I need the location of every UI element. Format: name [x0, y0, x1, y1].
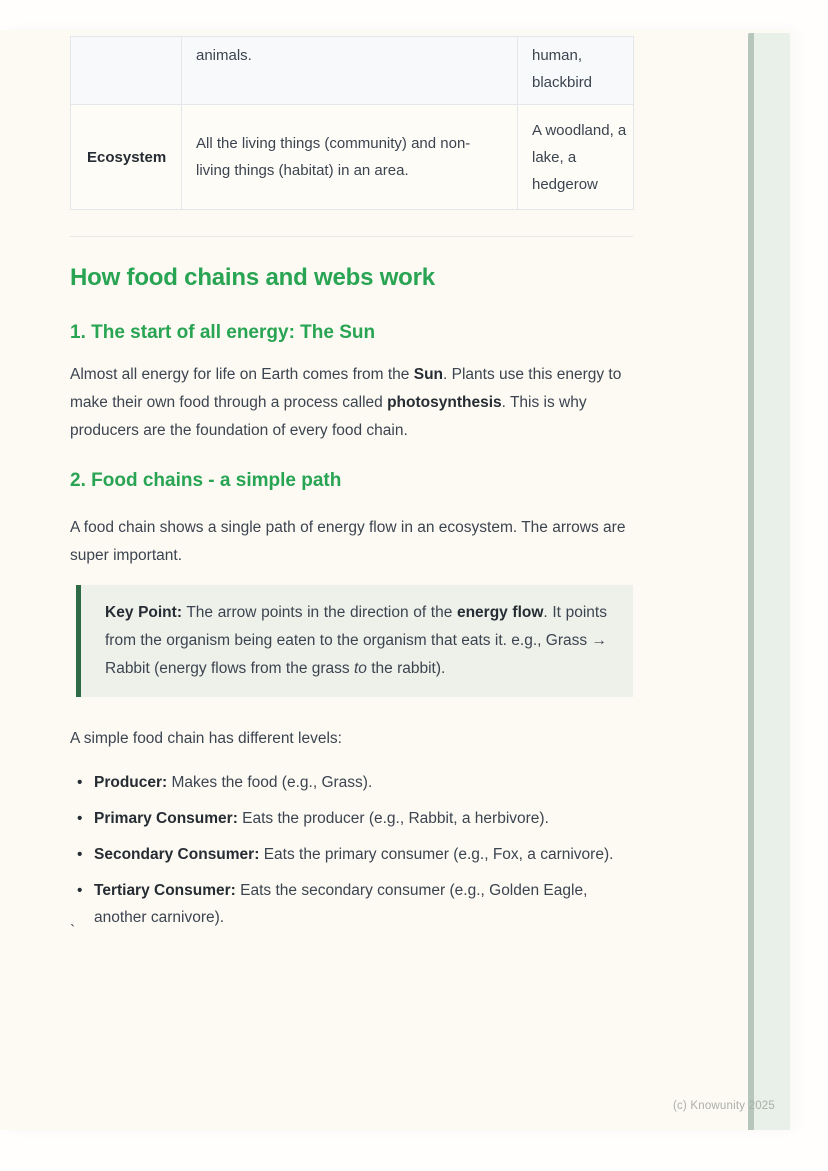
- subsection-2-heading: 2. Food chains - a simple path: [70, 470, 342, 491]
- levels-list: [70, 769, 618, 940]
- definitions-table: [70, 36, 634, 210]
- section-divider: [70, 236, 633, 237]
- table-cell-definition: animals.: [182, 37, 518, 105]
- table-row: [71, 37, 634, 105]
- table-cell-definition: All the living things (community) and non-living things (habitat) in an area.: [182, 105, 518, 210]
- table-cell-examples: A woodland, a lake, a hedgerow: [518, 105, 634, 210]
- list-item: [70, 877, 618, 931]
- stray-character: `: [70, 923, 76, 940]
- list-item-text: Eats the producer (e.g., Rabbit, a herbivore).: [237, 810, 549, 827]
- list-item-text: Eats the secondary consumer (e.g., Golden Eagle, another carnivore).: [94, 882, 588, 926]
- subsection-1-heading: 1. The start of all energy: The Sun: [70, 322, 376, 343]
- list-item: [70, 805, 618, 832]
- page-edge-strip: [748, 33, 790, 1130]
- levels-intro: A simple food chain has different levels:: [70, 730, 342, 747]
- list-item-text: Makes the food (e.g., Grass).: [167, 774, 373, 791]
- key-point-callout: [76, 585, 633, 697]
- list-item-label: Secondary Consumer:: [94, 846, 260, 863]
- list-item: [70, 841, 618, 868]
- copyright-notice: (c) Knowunity 2025: [672, 1100, 775, 1112]
- list-item-text: Eats the primary consumer (e.g., Fox, a carnivore).: [259, 846, 614, 863]
- table-row: [71, 105, 634, 210]
- table-cell-term: Ecosystem: [71, 105, 182, 210]
- table-cell-term: [71, 37, 182, 105]
- list-item-label: Primary Consumer:: [94, 810, 238, 827]
- table-cell-examples: human, blackbird: [518, 37, 634, 105]
- key-point-text: Key Point: The arrow points in the direction of the energy flow. It points from the organism being eaten to the organism that eats it. e.g., Grass → Rabbit (energy flows from the grass to the rabbit).: [105, 604, 607, 677]
- list-item-label: Producer:: [94, 774, 168, 791]
- document-page: [0, 30, 790, 1130]
- list-item: [70, 769, 618, 796]
- section-heading: How food chains and webs work: [70, 264, 435, 291]
- list-item-label: Tertiary Consumer:: [94, 882, 236, 899]
- paragraph-food-chain: A food chain shows a single path of energy flow in an ecosystem. The arrows are super important.: [70, 519, 626, 564]
- paragraph-sun-energy: Almost all energy for life on Earth comes from the Sun. Plants use this energy to make their own food through a process called photosynthesis. This is why producers are the foundation of every food chain.: [70, 366, 622, 439]
